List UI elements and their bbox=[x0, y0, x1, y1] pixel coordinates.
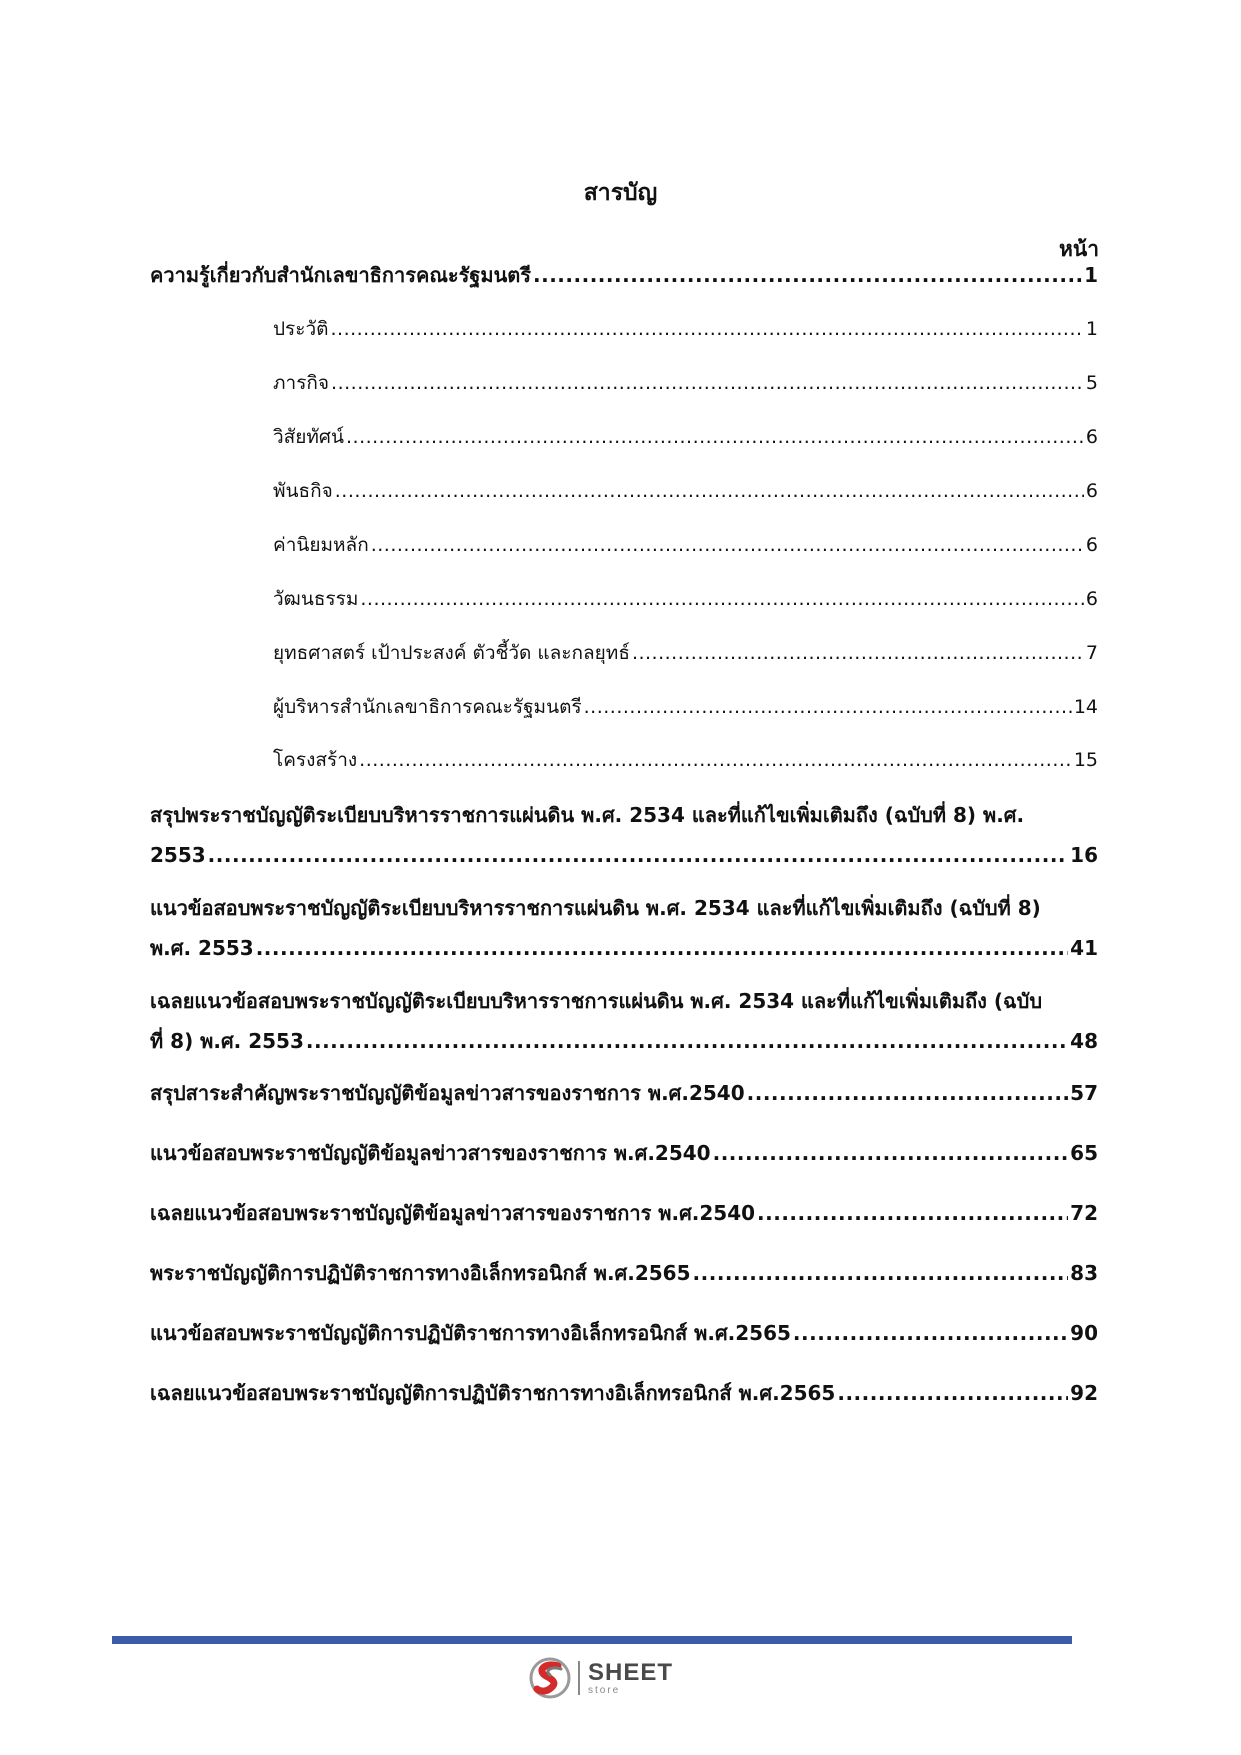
toc-subentry[interactable] bbox=[273, 478, 1098, 504]
toc-entry-title: แนวข้อสอบพระราชบัญญัติการปฏิบัติราชการทางอิเล็กทรอนิกส์ พ.ศ.2565 bbox=[150, 1321, 791, 1345]
toc-entry-title: ประวัติ bbox=[273, 318, 329, 340]
page-column-label: หน้า bbox=[1059, 237, 1099, 261]
footer-rule bbox=[112, 1636, 1072, 1644]
toc-leader-dots bbox=[713, 1140, 1069, 1166]
toc-leader-dots bbox=[533, 262, 1082, 288]
toc-entry-title: พันธกิจ bbox=[273, 480, 333, 502]
logo-separator bbox=[578, 1661, 580, 1695]
toc-entry-title-line1: เฉลยแนวข้อสอบพระราชบัญญัติระเบียบบริหารราชการแผ่นดิน พ.ศ. 2534 และที่แก้ไขเพิ่มเติมถึง (ฉบับ bbox=[150, 989, 1043, 1013]
toc-entry[interactable] bbox=[150, 1140, 1098, 1166]
toc-subentry[interactable] bbox=[273, 532, 1098, 558]
toc-page-number: 57 bbox=[1070, 1081, 1098, 1105]
toc-entry-title: แนวข้อสอบพระราชบัญญัติข้อมูลข่าวสารของราชการ พ.ศ.2540 bbox=[150, 1141, 711, 1165]
toc-subentry[interactable] bbox=[273, 640, 1098, 666]
toc-leader-dots bbox=[837, 1380, 1068, 1406]
toc-leader-dots bbox=[359, 747, 1072, 773]
toc-page-number: 6 bbox=[1085, 588, 1098, 610]
toc-entry-title: ภารกิจ bbox=[273, 372, 330, 394]
toc-page-number: 14 bbox=[1073, 696, 1098, 718]
toc-entry-title: เฉลยแนวข้อสอบพระราชบัญญัติข้อมูลข่าวสารของราชการ พ.ศ.2540 bbox=[150, 1201, 756, 1225]
toc-entry-title: ยุทธศาสตร์ เป้าประสงค์ ตัวชี้วัด และกลยุทธ์ bbox=[273, 642, 630, 664]
toc-subentry[interactable] bbox=[273, 586, 1098, 612]
toc-leader-dots bbox=[346, 424, 1084, 450]
toc-entry-title: พระราชบัญญัติการปฏิบัติราชการทางอิเล็กทรอนิกส์ พ.ศ.2565 bbox=[150, 1261, 691, 1285]
toc-entry[interactable] bbox=[150, 802, 1098, 868]
toc-subentry[interactable] bbox=[273, 747, 1098, 773]
toc-leader-dots bbox=[331, 370, 1084, 396]
toc-entry[interactable] bbox=[150, 895, 1098, 961]
toc-entry-title-line2: ที่ 8) พ.ศ. 2553 bbox=[150, 1029, 304, 1053]
toc-entry[interactable] bbox=[150, 1200, 1098, 1226]
toc-page-number: 6 bbox=[1085, 480, 1098, 502]
toc-entry[interactable] bbox=[150, 1080, 1098, 1106]
toc-page-number: 1 bbox=[1084, 263, 1098, 287]
toc-entry-title-line2: พ.ศ. 2553 bbox=[150, 936, 254, 960]
toc-entry[interactable] bbox=[150, 1380, 1098, 1406]
toc-subentry[interactable] bbox=[273, 370, 1098, 396]
sheet-store-logo-icon bbox=[528, 1656, 572, 1700]
toc-page-number: 6 bbox=[1085, 426, 1098, 448]
toc-page-number: 15 bbox=[1073, 749, 1098, 771]
toc-subentry[interactable] bbox=[273, 694, 1098, 720]
logo-subtext: store bbox=[588, 1684, 621, 1696]
toc-page-number: 72 bbox=[1070, 1201, 1098, 1225]
page-title: สารบัญ bbox=[583, 180, 658, 206]
toc-page-number: 5 bbox=[1085, 372, 1098, 394]
toc-leader-dots bbox=[632, 640, 1084, 666]
toc-page-number: 48 bbox=[1070, 1029, 1098, 1053]
toc-page-number: 83 bbox=[1070, 1261, 1098, 1285]
toc-entry-title: โครงสร้าง bbox=[273, 749, 358, 771]
toc-entry[interactable] bbox=[150, 1320, 1098, 1346]
toc-entry-title: ความรู้เกี่ยวกับสำนักเลขาธิการคณะรัฐมนตรี bbox=[150, 263, 532, 287]
toc-leader-dots bbox=[256, 935, 1068, 961]
toc-leader-dots bbox=[360, 586, 1084, 612]
toc-entry[interactable] bbox=[150, 1260, 1098, 1286]
toc-leader-dots bbox=[793, 1320, 1068, 1346]
logo-text: SHEET bbox=[588, 1658, 674, 1686]
toc-entry-title: สรุปสาระสำคัญพระราชบัญญัติข้อมูลข่าวสารของราชการ พ.ศ.2540 bbox=[150, 1081, 745, 1105]
toc-leader-dots bbox=[757, 1200, 1068, 1226]
toc-entry[interactable] bbox=[150, 262, 1098, 288]
toc-entry-title: เฉลยแนวข้อสอบพระราชบัญญัติการปฏิบัติราชการทางอิเล็กทรอนิกส์ พ.ศ.2565 bbox=[150, 1381, 836, 1405]
toc-page-number: 7 bbox=[1085, 642, 1098, 664]
toc-page-number: 16 bbox=[1070, 843, 1098, 867]
toc-leader-dots bbox=[330, 316, 1083, 342]
toc-page-number: 65 bbox=[1070, 1141, 1098, 1165]
toc-entry-title-line1: แนวข้อสอบพระราชบัญญัติระเบียบบริหารราชการแผ่นดิน พ.ศ. 2534 และที่แก้ไขเพิ่มเติมถึง (ฉบับที่ 8) bbox=[150, 896, 1041, 920]
toc-leader-dots bbox=[335, 478, 1084, 504]
toc-entry-title: ค่านิยมหลัก bbox=[273, 534, 369, 556]
toc-leader-dots bbox=[584, 694, 1072, 720]
toc-entry-title: ผู้บริหารสำนักเลขาธิการคณะรัฐมนตรี bbox=[273, 696, 582, 718]
toc-entry-title: วัฒนธรรม bbox=[273, 588, 359, 610]
toc-page-number: 41 bbox=[1070, 936, 1098, 960]
toc-entry-title-line2: 2553 bbox=[150, 843, 206, 867]
toc-page-number: 92 bbox=[1070, 1381, 1098, 1405]
toc-leader-dots bbox=[306, 1028, 1068, 1054]
footer-logo bbox=[528, 1656, 673, 1700]
toc-page-number: 6 bbox=[1085, 534, 1098, 556]
toc-entry[interactable] bbox=[150, 988, 1098, 1054]
toc-entry-title-line1: สรุปพระราชบัญญัติระเบียบบริหารราชการแผ่นดิน พ.ศ. 2534 และที่แก้ไขเพิ่มเติมถึง (ฉบับที่ 8) พ.ศ. bbox=[150, 803, 1025, 827]
toc-subentry[interactable] bbox=[273, 316, 1098, 342]
toc-page-number: 1 bbox=[1085, 318, 1098, 340]
toc-leader-dots bbox=[693, 1260, 1069, 1286]
toc-page-number: 90 bbox=[1070, 1321, 1098, 1345]
toc-leader-dots bbox=[747, 1080, 1069, 1106]
toc-subentry[interactable] bbox=[273, 424, 1098, 450]
toc-entry-title: วิสัยทัศน์ bbox=[273, 426, 344, 448]
logo-wordmark bbox=[588, 1658, 674, 1696]
toc-leader-dots bbox=[371, 532, 1084, 558]
toc-leader-dots bbox=[208, 842, 1068, 868]
